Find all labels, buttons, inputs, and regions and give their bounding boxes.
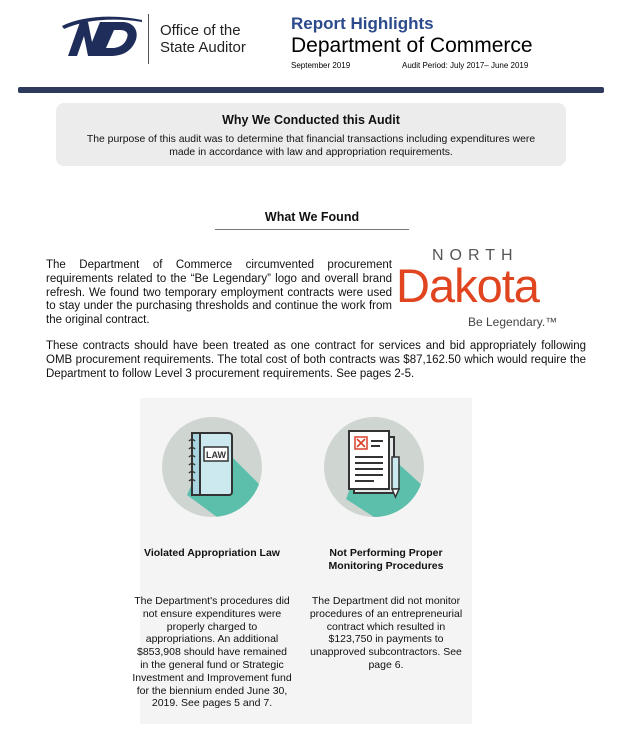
brand-north: NORTH — [432, 247, 519, 264]
found-paragraph-2: These contracts should have been treated as one contract for services and bid appropriately following OMB procurement requirements. The total cost of both contracts was $87,162.50 which would require the Department to follow Level 3 procurement requirements. See pages 2-5. — [46, 340, 586, 380]
brand-dakota: Dakota — [396, 259, 539, 312]
office-name-line2: State Auditor — [160, 39, 246, 56]
audit-period: Audit Period: July 2017– June 2019 — [402, 61, 529, 70]
report-highlights-label: Report Highlights — [291, 14, 434, 33]
why-body: The purpose of this audit was to determine that financial transactions including expenditures were made in accordance with law and appropriation requirements. — [86, 134, 536, 158]
why-box — [56, 103, 566, 166]
nd-monogram-logo-icon — [62, 12, 142, 62]
found-title: What We Found — [264, 210, 360, 224]
finding-1-title: Violated Appropriation Law — [144, 547, 280, 559]
header-bar — [18, 87, 604, 93]
office-name-line1: Office of the — [160, 22, 241, 39]
brand-tagline: Be Legendary.™ — [468, 315, 558, 329]
law-book-icon — [162, 417, 262, 517]
document-pen-icon — [324, 417, 424, 517]
finding-2-body: The Department did not monitor procedures of an entrepreneurial contract which resulted in $123,750 in payments to unapproved subcontractors. See page 6. — [309, 595, 463, 671]
why-title: Why We Conducted this Audit — [222, 113, 400, 127]
office-name — [160, 22, 246, 56]
found-paragraph-1: The Department of Commerce circumvented procurement requirements related to the “Be Legendary” logo and overall brand refresh. We found two temporary employment contracts were used to stay under the purchasing thresholds and continue the work from the original contract. — [46, 259, 392, 327]
department-title: Department of Commerce — [291, 34, 533, 57]
found-title-rule — [215, 229, 409, 230]
finding-2-title: Not Performing Proper Monitoring Procedures — [328, 547, 444, 572]
law-icon-text: LAW — [206, 450, 226, 460]
finding-1-body: The Department's procedures did not ensure expenditures were properly charged to appropriations. An additional $853,908 should have remained in the general fund or Strategic Investment and Improvement fund for the biennium ended June 30, 2019. See pages 5 and 7. — [132, 595, 292, 710]
header-divider — [148, 14, 149, 64]
report-date: September 2019 — [291, 61, 351, 70]
